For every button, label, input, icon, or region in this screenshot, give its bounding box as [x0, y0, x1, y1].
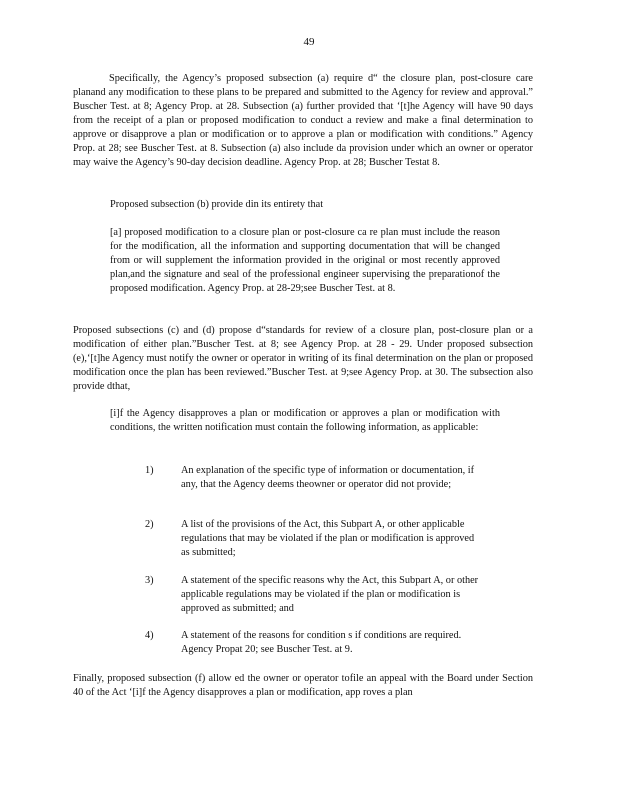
paragraph-specifically: Specifically, the Agency’s proposed subsection (a) require d“ the closure plan, post-closure care planand any modification to these plans to be prepared and submitted to the Agency for review and approval.” Buscher Test. at 8; Agency Prop. at 28. Subsection (a) further provided that ‘[t]he Agency will have 90 days from the receipt of a plan or proposed modification to conduct a review and make a final determination to approve or disapprove a plan or modification or to approve a plan or modification with conditions.” Agency Prop. at 28; see Buscher Test. at 8. Subsection (a) also include da provision under which an owner or operator may waive the Agency’s 90-day decision deadline. Agency Prop. at 28; Buscher Testat 8. — [73, 73, 533, 168]
block-quote-subsection-e: [i]f the Agency disapproves a plan or modification or approves a plan or modification with conditions, the written notification must contain the following information, as applicable: — [110, 408, 500, 433]
block-quote-subsection-b: [a] proposed modification to a closure plan or post-closure ca re plan must include the reason for the modification, all the information and supporting documentation that will be changed from or will supplement the information provided in the original or most recently approved plan,and the signature and seal of the professional engineer supervising the preparationof the proposed modification. Agency Prop. at 28-29;see Buscher Test. at 8. — [110, 227, 500, 294]
list-item-number: 4) — [145, 630, 154, 641]
list-item-number: 3) — [145, 575, 154, 586]
list-item-text: A list of the provisions of the Act, this Subpart A, or other applicable regulations that may be violated if the plan or modification is approved as submitted; — [181, 519, 475, 558]
paragraph-subsection-b-intro: Proposed subsection (b) provide din its entirety that — [110, 199, 324, 210]
list-item-text: A statement of the reasons for condition s if conditions are required. Agency Propat 20; see Buscher Test. at 9. — [181, 630, 462, 655]
list-item-number: 1) — [145, 465, 154, 476]
list-item-number: 2) — [145, 519, 154, 530]
list-item-text: A statement of the specific reasons why the Act, this Subpart A, or other applicable regulations may be violated if the plan or modification is approved as submitted; and — [181, 575, 479, 614]
page-number: 49 — [303, 36, 315, 48]
paragraph-subsections-c-d-e: Proposed subsections (c) and (d) propose d“standards for review of a closure plan, post-closure plan or a modification of either plan.”Buscher Test. at 8; see Agency Prop. at 28 - 29. Under proposed subsection (e),‘[t]he Agency must notify the owner or operator in writing of its final determination on the plan or proposed modification once the plan has been reviewed.”Buscher Test. at 9;see Agency Prop. at 30. The subsection also provide dthat, — [73, 325, 533, 392]
list-item-text: An explanation of the specific type of information or documentation, if any, that the Agency deems theowner or operator did not provide; — [181, 465, 475, 490]
paragraph-finally: Finally, proposed subsection (f) allow ed the owner or operator tofile an appeal with the Board under Section 40 of the Act ‘[i]f the Agency disapproves a plan or modification, app roves a plan — [73, 673, 533, 698]
